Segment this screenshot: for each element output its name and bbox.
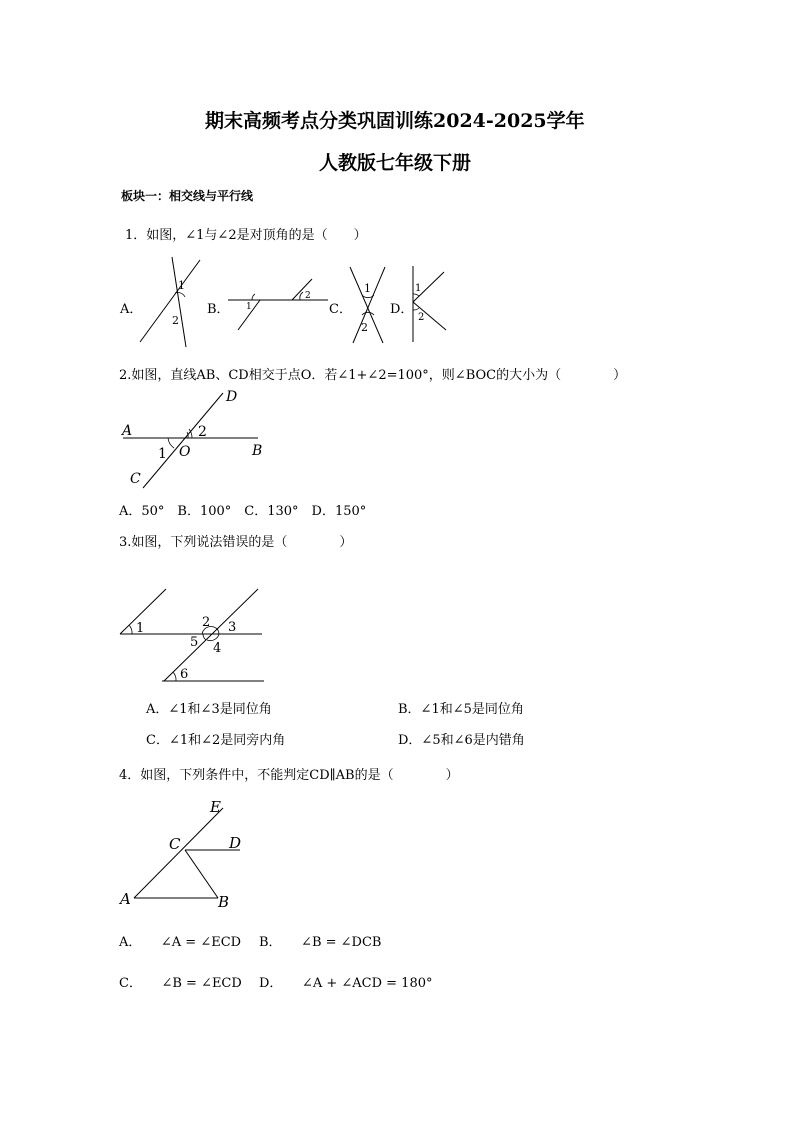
q2-point-D: D <box>226 389 238 405</box>
q4-point-B: B <box>218 893 230 911</box>
page-title-line1: 期末高频考点分类巩固训练2024-2025学年 <box>205 110 585 132</box>
page-title-line2: 人教版七年级下册 <box>319 152 472 174</box>
q3-label-5: 5 <box>190 635 199 650</box>
q3-option-d: D．∠5和∠6是内错角 <box>398 733 525 748</box>
q1b-label-1: 1 <box>246 302 252 312</box>
q1-figure-b <box>228 275 338 335</box>
q1b-label-2: 2 <box>305 291 311 301</box>
q3-figure <box>118 585 268 685</box>
q3-label-3: 3 <box>228 620 237 635</box>
q1-figure-a <box>138 255 208 350</box>
q4-option-c: C． ∠B = ∠ECD <box>119 976 242 991</box>
q4-point-A: A <box>120 890 131 908</box>
q3-option-c: C．∠1和∠2是同旁内角 <box>146 733 286 748</box>
q3-option-a: A．∠1和∠3是同位角 <box>146 702 272 717</box>
q1a-label-2: 2 <box>172 314 179 327</box>
q3-label-2: 2 <box>202 615 211 630</box>
q3-label-4: 4 <box>213 641 222 656</box>
section-title: 板块一：相交线与平行线 <box>121 189 254 203</box>
q4-figure <box>118 796 248 911</box>
q1a-label-1: 1 <box>178 279 185 292</box>
q4-option-b: B． ∠B = ∠DCB <box>259 935 382 950</box>
q2-point-A: A <box>122 423 133 439</box>
q2-figure <box>118 386 278 498</box>
q1-option-d-label: D． <box>390 302 414 317</box>
q4-point-D: D <box>229 834 242 852</box>
q1c-label-1: 1 <box>364 282 371 295</box>
q1-option-b-label: B． <box>207 302 230 317</box>
q4-option-a: A． ∠A = ∠ECD <box>119 935 242 950</box>
q4-point-E: E <box>210 798 221 816</box>
question-1-stem: 1．如图，∠1与∠2是对顶角的是（ ） <box>125 228 367 243</box>
q1-option-a-label: A． <box>120 302 143 317</box>
q1-figure-d <box>408 264 453 344</box>
q2-point-O: O <box>179 444 191 460</box>
q4-option-d: D． ∠A + ∠ACD = 180° <box>259 976 433 991</box>
q1d-label-1: 1 <box>415 283 422 294</box>
q2-options: A．50° B．100° C．130° D．150° <box>119 504 367 519</box>
q4-point-C: C <box>169 835 181 853</box>
q2-angle-1: 1 <box>158 446 167 462</box>
question-3-stem: 3.如图，下列说法错误的是（ ） <box>119 535 353 550</box>
q3-label-1: 1 <box>136 621 145 636</box>
q1c-label-2: 2 <box>361 321 368 334</box>
question-2-stem: 2.如图，直线AB、CD相交于点O．若∠1+∠2=100°，则∠BOC的大小为（ ） <box>119 368 627 383</box>
q2-angle-2: 2 <box>198 424 207 440</box>
q1-option-c-label: C． <box>329 302 352 317</box>
q2-point-B: B <box>252 443 263 459</box>
q1-figure-c <box>347 265 392 345</box>
q3-option-b: B．∠1和∠5是同位角 <box>398 702 524 717</box>
question-4-stem: 4．如图，下列条件中，不能判定CD∥AB的是（ ） <box>119 768 459 783</box>
q1d-label-2: 2 <box>418 312 425 323</box>
q2-point-C: C <box>130 471 141 487</box>
q3-label-6: 6 <box>180 667 189 682</box>
